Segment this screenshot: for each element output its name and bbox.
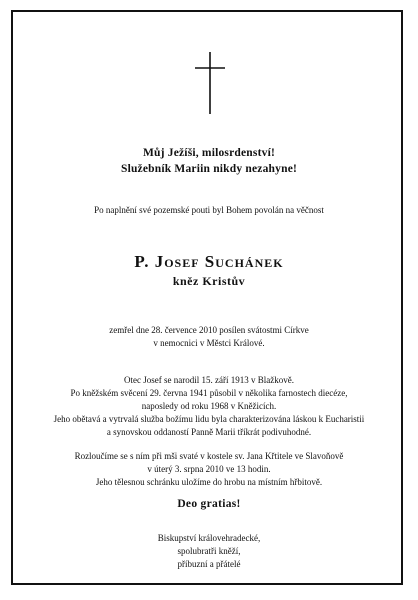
funeral-line-2: v úterý 3. srpna 2010 ve 13 hodin. [147,464,271,474]
announcement-text: Po naplnění své pozemské pouti byl Bohem povolán na věčnost [94,205,324,215]
signature-line-2: spolubratři kněží, [177,546,241,556]
signature-line-1: Biskupství královehradecké, [157,533,261,543]
biography-line-5: a synovskou oddaností Panně Marii tříkrát podivuhodné. [106,427,312,437]
death-line-1: zemřel dne 28. července 2010 posílen svátostmi Církve [109,325,309,335]
biography-line-4: Jeho obětavá a vytrvalá služba božímu lidu byla charakterizována láskou k Eucharistii [53,414,365,424]
closing-deo-gratias: Deo gratias! [177,498,241,510]
death-line-2: v nemocnici v Městci Králové. [153,338,265,348]
deceased-name: P. Josef Suchánek [134,252,284,271]
invocation-line-2: Služebník Mariin nikdy nezahyne! [120,163,298,175]
invocation-line-1: Můj Ježíši, milosrdenství! [142,147,275,159]
cross-icon [195,52,225,114]
funeral-line-1: Rozloučíme se s ním při mši svaté v kostele sv. Jana Křtitele ve Slavoňově [74,451,344,461]
funeral-line-3: Jeho tělesnou schránku uložíme do hrobu na místním hřbitově. [95,477,323,487]
deceased-title: kněz Kristův [172,274,246,288]
biography-line-1: Otec Josef se narodil 15. září 1913 v Blažkově. [124,375,294,385]
signature-line-3: příbuzní a přátelé [177,559,241,569]
biography-line-2: Po kněžském svěcení 29. června 1941 působil v několika farnostech diecéze, [70,388,348,398]
biography-line-3: naposledy od roku 1968 v Kněžicích. [141,401,277,411]
